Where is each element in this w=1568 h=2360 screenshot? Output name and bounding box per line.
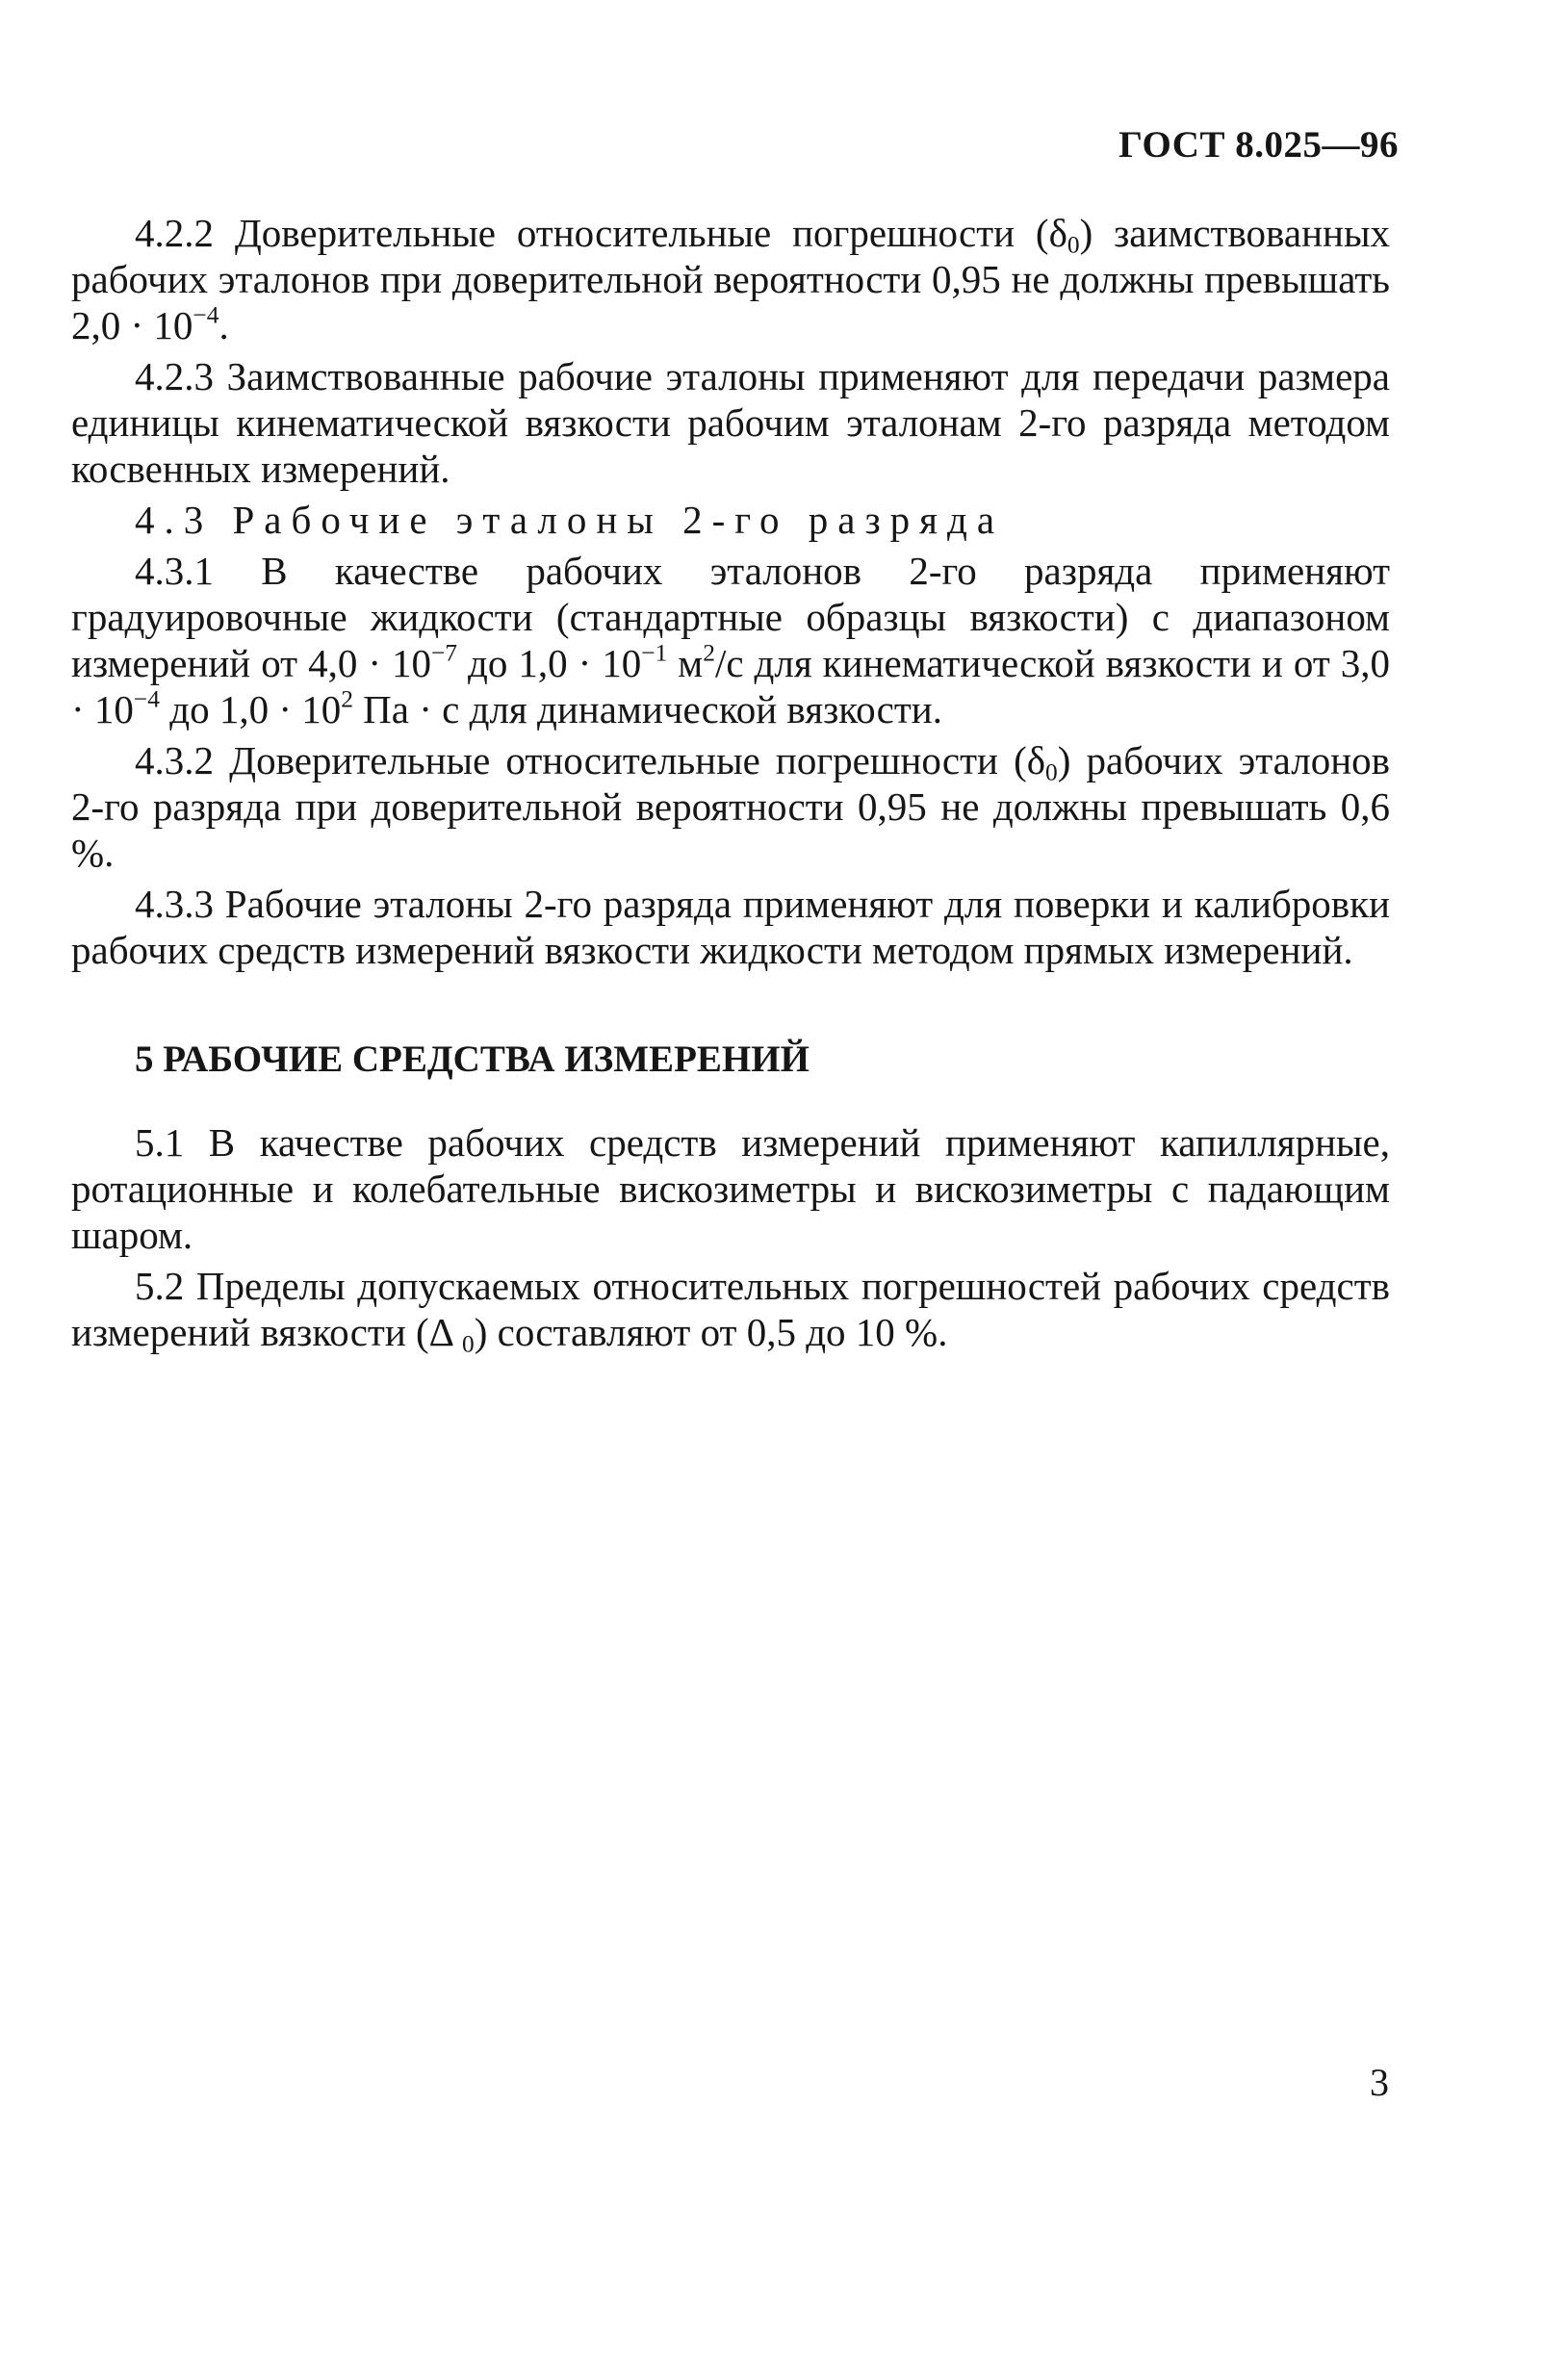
p422-superscript: −4 [193,301,219,329]
p431-text-f: Па · с для динамической вязкости. [352,687,942,731]
p431-text-e: до 1,0 · 10 [159,687,342,731]
p431-sup-4: −4 [133,685,160,713]
paragraph-4-3-2 [71,737,1390,876]
section-heading-5: 5 РАБОЧИЕ СРЕДСТВА ИЗМЕРЕНИЙ [135,1039,810,1080]
p431-text-b: до 1,0 · 10 [457,641,642,685]
p431-sup-5: 2 [341,685,353,713]
p431-sup-3: 2 [703,639,715,667]
p52-text-a: 5.2 Пределы допускаемых относительных погрешностей рабочих средств измерений вязкости (Δ [71,1264,1390,1354]
paragraph-4-2-3: 4.2.3 Заимствованные рабочие эталоны применяют для передачи размера единицы кинематической вязкости рабочим эталонам 2-го разряда методом косвенных измерений. [71,354,1390,491]
document-body [71,210,1390,1360]
p422-subscript: 0 [1067,231,1080,259]
p52-text-b: ) составляют от 0,5 до 10 %. [474,1310,948,1354]
paragraph-5-1: 5.1 В качестве рабочих средств измерений применяют капиллярные, ротационные и колебательные вискозиметры и вискозиметры с падающим шаром. [71,1120,1390,1257]
paragraph-4-3-1 [71,548,1390,732]
page-number: 3 [1370,2061,1389,2104]
subsection-heading-4-3: 4.3 Рабочие эталоны 2-го разряда [135,498,1005,542]
p432-subscript: 0 [1045,758,1058,786]
p422-text-a: 4.2.2 Доверительные относительные погрешности (δ [135,211,1067,255]
paragraph-4-3-3: 4.3.3 Рабочие эталоны 2-го разряда применяют для поверки и калибровки рабочих средств измерений вязкости жидкости методом прямых измерений. [71,882,1390,972]
p52-subscript: 0 [462,1330,475,1358]
p431-sup-2: −1 [641,639,668,667]
p422-text-c: . [218,303,229,347]
p431-text-c: м [667,641,704,685]
p422-text-b: ) заимствованных рабочих эталонов при доверительной вероятности 0,95 не должны превышать 2,0 · 10 [71,211,1390,347]
document-code-header: ГОСТ 8.025—96 [1118,124,1399,166]
paragraph-4-2-2 [71,210,1390,348]
p431-sup-1: −7 [430,639,458,667]
p431-text-d: /с для кинематической вязкости и от 3,0 · 10 [71,641,1390,731]
p432-text-b: ) рабочих эталонов 2-го разряда при доверительной вероятности 0,95 не должны превышать 0,6 %. [71,738,1390,875]
paragraph-5-2 [71,1263,1390,1358]
p431-text-a: 4.3.1 В качестве рабочих эталонов 2-го разряда применяют градуировочные жидкости (стандартные образцы вязкости) с диапазоном измерений от 4,0 · 10 [71,549,1390,685]
p432-text-a: 4.3.2 Доверительные относительные погрешности (δ [135,738,1046,782]
